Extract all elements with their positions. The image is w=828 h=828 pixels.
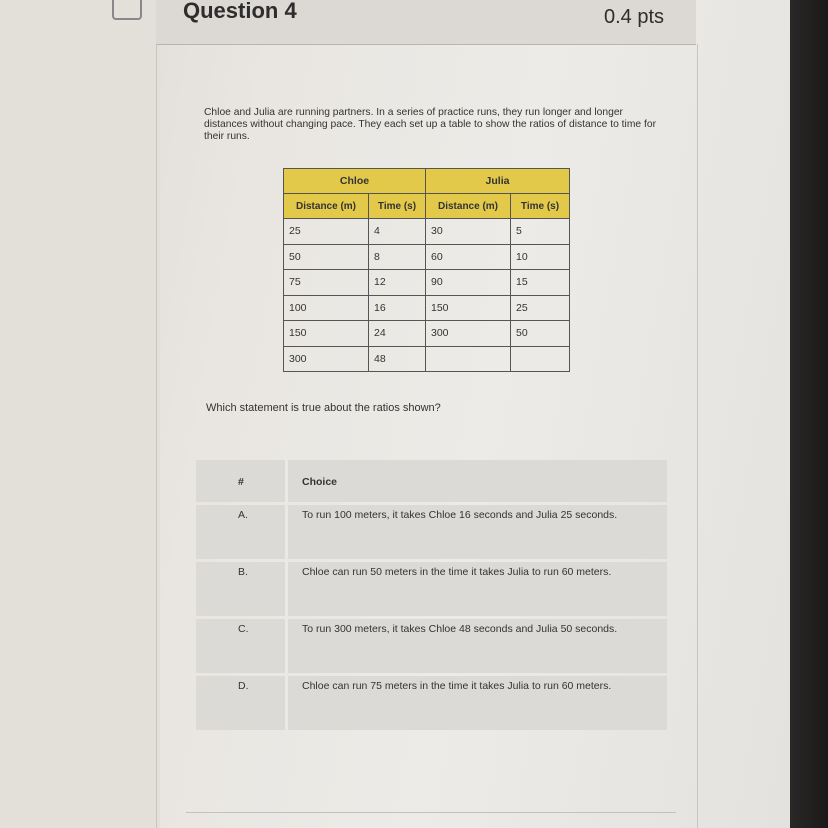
table-cell: 60 [426, 244, 511, 270]
choice-text-header: Choice [302, 476, 338, 488]
table-row [284, 244, 570, 270]
choices-header-row [196, 460, 667, 502]
table-cell: 150 [284, 321, 369, 347]
table-column-header: Time (s) [369, 194, 426, 219]
choice-number: D. [196, 676, 288, 730]
table-column-header: Distance (m) [284, 194, 369, 219]
table-cell: 24 [369, 321, 426, 347]
table-cell: 25 [511, 295, 570, 321]
choice-number: C. [196, 619, 288, 673]
table-cell: 48 [369, 346, 426, 372]
table-cell: 16 [369, 295, 426, 321]
table-cell: 75 [284, 270, 369, 296]
choice-number: A. [196, 505, 288, 559]
table-cell: 300 [284, 346, 369, 372]
table-cell: 300 [426, 321, 511, 347]
question-flag-icon[interactable] [112, 0, 142, 20]
divider [186, 812, 676, 813]
screen-bezel [790, 0, 828, 828]
table-cell [426, 346, 511, 372]
table-cell: 4 [369, 219, 426, 245]
question-text: Which statement is true about the ratios shown? [206, 402, 441, 414]
left-margin [0, 0, 160, 828]
choice-c[interactable] [196, 619, 667, 673]
choice-a[interactable] [196, 505, 667, 559]
choice-number: B. [196, 562, 288, 616]
table-group-header: Julia [426, 169, 570, 194]
table-cell [511, 346, 570, 372]
choices-table [196, 460, 667, 733]
question-prompt: Chloe and Julia are running partners. In a series of practice runs, they run longer and longer distances without changing pace. They each set up a table to show the ratios of distance to time for their runs. [204, 107, 656, 142]
table-cell: 50 [284, 244, 369, 270]
table-row [284, 270, 570, 296]
table-group-header: Chloe [284, 169, 426, 194]
choice-text: Chloe can run 50 meters in the time it takes Julia to run 60 meters. [302, 566, 612, 578]
table-row [284, 295, 570, 321]
table-cell: 150 [426, 295, 511, 321]
table-cell: 5 [511, 219, 570, 245]
table-cell: 100 [284, 295, 369, 321]
table-cell: 50 [511, 321, 570, 347]
ratio-table [283, 168, 570, 372]
question-title: Question 4 [183, 0, 297, 23]
choice-text: To run 100 meters, it takes Chloe 16 seconds and Julia 25 seconds. [302, 509, 618, 521]
choice-text: Chloe can run 75 meters in the time it takes Julia to run 60 meters. [302, 680, 612, 692]
choice-number-header: # [196, 460, 288, 502]
table-column-header: Time (s) [511, 194, 570, 219]
table-cell: 10 [511, 244, 570, 270]
table-cell: 15 [511, 270, 570, 296]
table-row [284, 219, 570, 245]
table-cell: 12 [369, 270, 426, 296]
table-cell: 25 [284, 219, 369, 245]
table-cell: 8 [369, 244, 426, 270]
choice-d[interactable] [196, 676, 667, 730]
table-row [284, 346, 570, 372]
table-cell: 30 [426, 219, 511, 245]
table-cell: 90 [426, 270, 511, 296]
choice-b[interactable] [196, 562, 667, 616]
table-column-header: Distance (m) [426, 194, 511, 219]
table-row [284, 321, 570, 347]
choice-text: To run 300 meters, it takes Chloe 48 seconds and Julia 50 seconds. [302, 623, 618, 635]
question-points: 0.4 pts [604, 6, 665, 28]
